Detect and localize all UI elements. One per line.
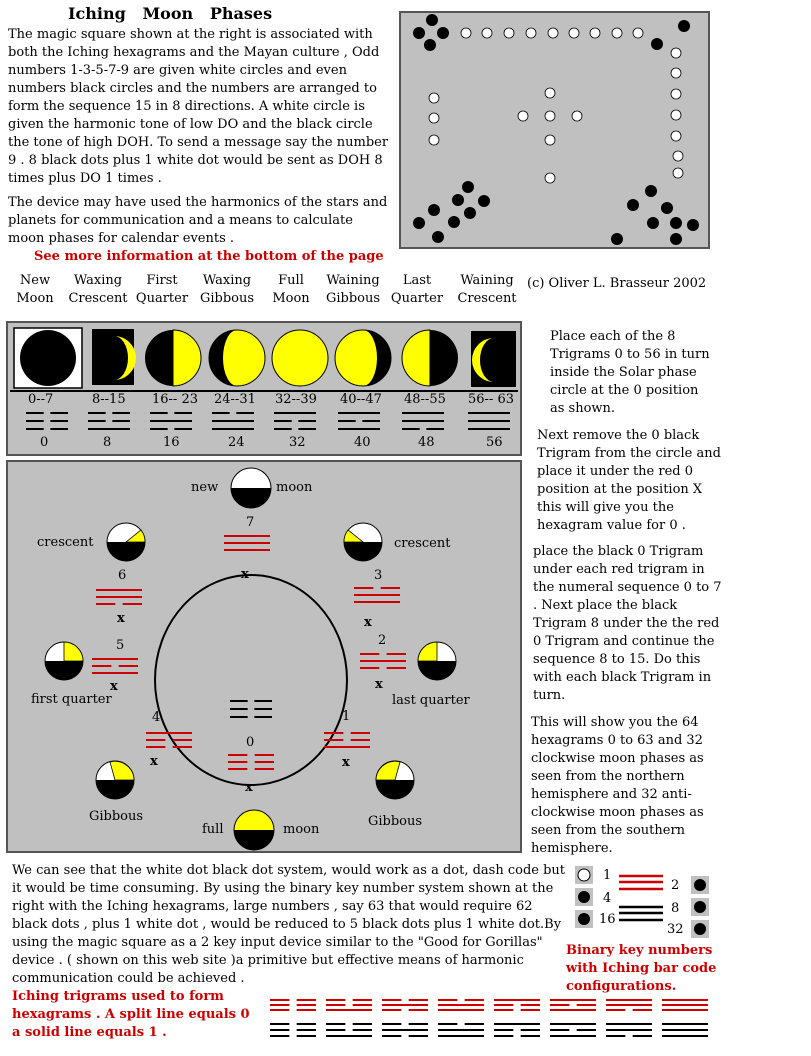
binary-left-1: 4 bbox=[603, 891, 612, 906]
binary-right-0: 2 bbox=[671, 878, 680, 893]
copyright: (c) Oliver L. Brasseur 2002 bbox=[527, 276, 707, 291]
phase-label-new-moon: New Moon bbox=[16, 273, 54, 306]
num-2: 2 bbox=[378, 633, 387, 648]
x-mark-7: x bbox=[241, 567, 249, 582]
bottom-red-trigram-6 bbox=[606, 1000, 652, 1010]
binary-key-caption: Binary key numbers with Iching bar code configurations. bbox=[566, 943, 717, 994]
label-first-quarter: first quarter bbox=[31, 692, 112, 707]
bottom-red-trigram-0 bbox=[270, 1000, 316, 1010]
phase-label-full-moon: Full Moon bbox=[272, 273, 310, 306]
bottom-hexagram-rows bbox=[268, 996, 718, 1046]
side-text-3: place the black 0 Trigram under each red trigram in the numeral sequence 0 to 7 . Next place the black Trigram 8 under the the red 0 Trigram and continue the sequence 8 to 15. Do this with each black Trigram in turn. bbox=[533, 544, 722, 703]
x-mark-4: x bbox=[150, 754, 158, 769]
label-crescent-right: crescent bbox=[394, 536, 451, 551]
num-1: 1 bbox=[342, 709, 351, 724]
phase-label-waining-gibbous: Waining Gibbous bbox=[325, 273, 381, 306]
bottom-black-trigram-0 bbox=[270, 1024, 316, 1036]
solar-phase-circle bbox=[155, 575, 347, 785]
binary-left-2: 16 bbox=[599, 912, 616, 927]
circle-trigram-1 bbox=[324, 733, 370, 747]
range-value-4: 32 bbox=[289, 435, 306, 450]
bottom-black-trigram-3 bbox=[438, 1024, 484, 1036]
range-value-6: 48 bbox=[418, 435, 435, 450]
circle-trigram-7 bbox=[224, 536, 270, 550]
x-mark-1: x bbox=[342, 755, 350, 770]
circle-diagram-panel bbox=[6, 460, 522, 853]
range-value-3: 24 bbox=[228, 435, 245, 450]
range-0: 0--7 bbox=[28, 392, 54, 407]
label-crescent-left: crescent bbox=[37, 535, 94, 550]
bottom-text: We can see that the white dot black dot system, would work as a dot, dash code but it would be time consuming. By using the binary key number system shown at the right with the Iching hexagrams, large numbers , say 63 that would require 62 black dots , plus 1 white dot , would be reduced to 5 black dots plus 1 white dot.By using the magic square as a 2 key input device similar to the "Good for Gorillas" device . ( shown on this web site )a primitive but effective means of harmonic communication could be achieved . bbox=[12, 863, 566, 986]
bottom-red-trigram-7 bbox=[662, 1000, 708, 1010]
phase-label-waxing-crescent: Waxing Crescent bbox=[68, 273, 128, 306]
label-gibbous-right: Gibbous bbox=[368, 814, 423, 829]
circle-trigram-5 bbox=[92, 659, 138, 673]
moon-last-quarter bbox=[418, 642, 456, 680]
range-7: 56-- 63 bbox=[468, 392, 515, 407]
range-row bbox=[8, 391, 520, 454]
range-3: 24--31 bbox=[214, 392, 256, 407]
bottom-black-trigram-1 bbox=[326, 1024, 372, 1036]
phase-label-last-quarter: Last Quarter bbox=[390, 273, 444, 306]
magic-square-panel bbox=[399, 11, 710, 249]
first-quarter-lit bbox=[173, 330, 201, 386]
num-0: 0 bbox=[246, 735, 255, 750]
label-moon-bottom: moon bbox=[283, 822, 320, 837]
bottom-red-trigram-5 bbox=[550, 1000, 596, 1010]
page-title: Iching Moon Phases bbox=[68, 4, 273, 23]
moon-top bbox=[231, 468, 271, 508]
binary-right-1: 8 bbox=[671, 901, 680, 916]
bottom-black-trigram-4 bbox=[494, 1024, 540, 1036]
range-value-5: 40 bbox=[354, 435, 371, 450]
num-6: 6 bbox=[118, 568, 127, 583]
range-5: 40--47 bbox=[340, 392, 382, 407]
phase-label-waxing-gibbous: Waxing Gibbous bbox=[199, 273, 255, 306]
label-new: new bbox=[191, 480, 219, 495]
x-mark-3: x bbox=[364, 615, 372, 630]
x-mark-2: x bbox=[375, 677, 383, 692]
binary-right-2: 32 bbox=[667, 922, 684, 937]
range-2: 16-- 23 bbox=[152, 392, 199, 407]
full-moon-disc bbox=[272, 330, 328, 386]
magic-square-dots bbox=[401, 13, 708, 247]
range-4: 32--39 bbox=[275, 392, 317, 407]
waxing-crescent-box bbox=[92, 329, 134, 385]
bottom-black-trigram-7 bbox=[662, 1024, 708, 1036]
intro-text: The magic square shown at the right is associated with both the Iching hexagrams and the Mayan culture , Odd numbers 1-3-5-7-9 are given white circles and even numbers black circles and the numbers are arranged to form the sequence 15 in 8 directions. A white circle is given the harmonic tone of low DO and the black circle the tone of high DOH. To send a message say the number 9 . 8 black dots plus 1 white dot would be sent as DOH 8 times plus DO 1 times . bbox=[8, 27, 389, 186]
binary-left-0: 1 bbox=[603, 868, 612, 883]
bottom-black-trigram-2 bbox=[382, 1024, 428, 1036]
range-6: 48--55 bbox=[404, 392, 446, 407]
side-text-1: Place each of the 8 Trigrams 0 to 56 in turn inside the Solar phase circle at the 0 position as shown. bbox=[550, 329, 710, 416]
num-5: 5 bbox=[116, 638, 125, 653]
device-text: The device may have used the harmonics of the stars and planets for communication and a means to calculate moon phases for calendar events . bbox=[8, 195, 388, 246]
bottom-trigrams bbox=[270, 1000, 708, 1036]
circle-trigram-6 bbox=[96, 590, 142, 604]
circle-trigram-3 bbox=[354, 588, 400, 602]
last-quarter-lit bbox=[402, 330, 430, 386]
range-1: 8--15 bbox=[92, 392, 126, 407]
bottom-red-trigram-3 bbox=[438, 1000, 484, 1010]
moon-gibbous-left bbox=[96, 761, 134, 799]
see-more-link[interactable]: See more information at the bottom of the page bbox=[34, 249, 384, 264]
x-mark-6: x bbox=[117, 611, 125, 626]
center-black-trigram bbox=[230, 701, 272, 717]
bottom-red-trigram-4 bbox=[494, 1000, 540, 1010]
binary-key-graphics bbox=[566, 862, 726, 942]
label-full: full bbox=[202, 822, 224, 837]
label-last-quarter: last quarter bbox=[392, 693, 470, 708]
range-value-1: 8 bbox=[103, 435, 112, 450]
circle-trigram-2 bbox=[360, 654, 406, 668]
moon-bottom bbox=[234, 810, 274, 850]
circle-trigram-0 bbox=[228, 755, 274, 769]
x-mark-5: x bbox=[110, 679, 118, 694]
x-mark-0: x bbox=[245, 780, 253, 795]
bottom-red-trigram-2 bbox=[382, 1000, 428, 1010]
label-moon-top: moon bbox=[276, 480, 313, 495]
bottom-black-trigram-5 bbox=[550, 1024, 596, 1036]
new-moon-disc bbox=[20, 330, 76, 386]
range-value-2: 16 bbox=[163, 435, 180, 450]
moon-first-quarter bbox=[45, 642, 83, 680]
trigram-note: Iching trigrams used to form hexagrams . A split line equals 0 a solid line equals 1 . bbox=[12, 989, 250, 1040]
range-value-7: 56 bbox=[486, 435, 503, 450]
moon-gibbous-right bbox=[376, 761, 414, 799]
side-text-4: This will show you the 64 hexagrams 0 to 63 and 32 clockwise moon phases as seen from the northern hemisphere and 32 anti- clockwise moon phases as seen from the southern hemisphere. bbox=[531, 715, 704, 856]
num-4: 4 bbox=[152, 710, 161, 725]
phase-strip-panel bbox=[6, 321, 522, 456]
label-gibbous-left: Gibbous bbox=[89, 809, 144, 824]
range-value-0: 0 bbox=[40, 435, 49, 450]
side-text-2: Next remove the 0 black Trigram from the circle and place it under the red 0 position at the position X this will give you the hexagram value for 0 . bbox=[537, 428, 721, 533]
phase-label-waining-crescent: Waining Crescent bbox=[457, 273, 517, 306]
num-3: 3 bbox=[374, 568, 383, 583]
moon-crescent-right bbox=[344, 523, 382, 561]
moon-crescent-left bbox=[107, 523, 145, 561]
circle-diagram-graphics bbox=[8, 462, 520, 851]
bottom-red-trigram-1 bbox=[326, 1000, 372, 1010]
phase-label-first-quarter: First Quarter bbox=[135, 273, 189, 306]
num-7: 7 bbox=[246, 515, 255, 530]
binary-key bbox=[566, 862, 726, 942]
bottom-black-trigram-6 bbox=[606, 1024, 652, 1036]
